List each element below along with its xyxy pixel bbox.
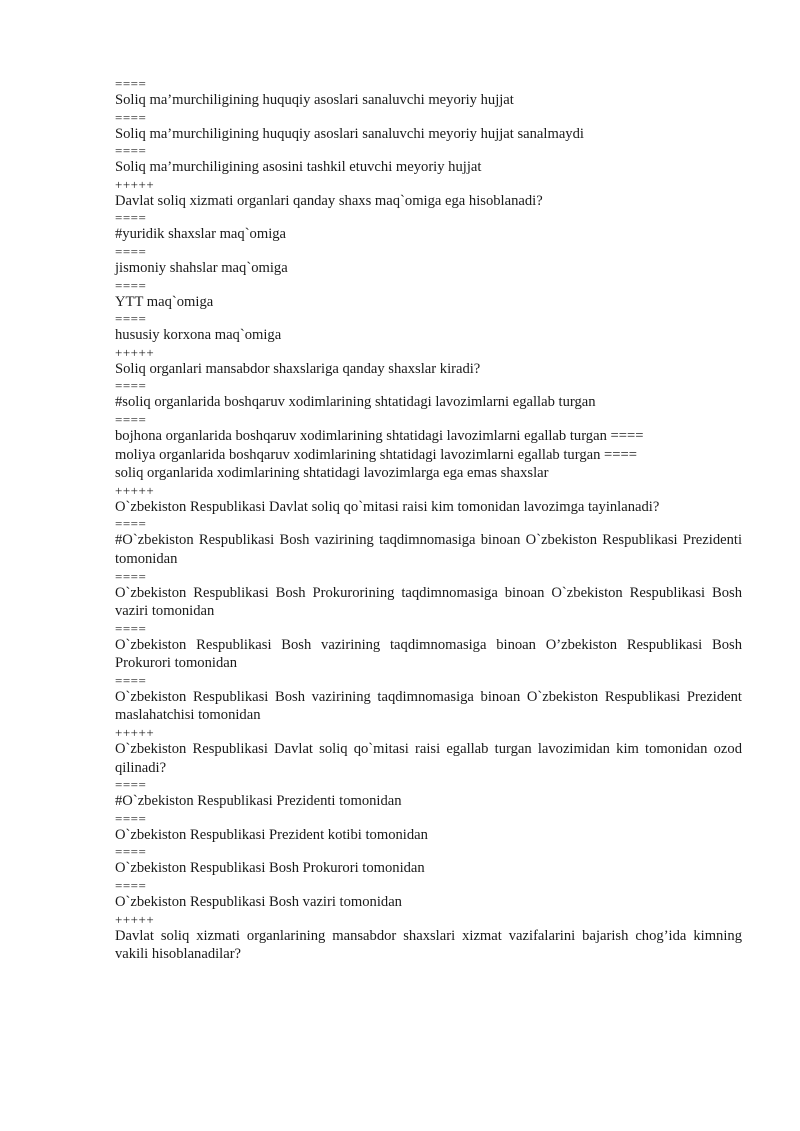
separator-text: +++++ bbox=[115, 344, 155, 360]
separator-line bbox=[115, 177, 742, 192]
line-text: Soliq ma’murchiligining huquqiy asoslari sanaluvchi meyoriy hujjat bbox=[115, 92, 514, 108]
separator-line bbox=[115, 76, 742, 91]
text-line bbox=[115, 393, 742, 412]
text-line bbox=[115, 688, 742, 725]
separator-text: ==== bbox=[115, 76, 147, 91]
line-text: O`zbekiston Respublikasi Bosh vazirining taqdimnomasiga binoan O`zbekiston Respublikasi Prezident maslahatchisi tomonidan bbox=[115, 688, 742, 724]
separator-text: ==== bbox=[115, 516, 147, 532]
line-text: O`zbekiston Respublikasi Davlat soliq qo`mitasi raisi kim tomonidan lavozimga tayinlanadi? bbox=[115, 498, 660, 515]
text-line bbox=[115, 464, 742, 483]
text-line bbox=[115, 826, 742, 845]
text-line bbox=[115, 91, 742, 110]
separator-line bbox=[115, 878, 742, 893]
separator-text: ==== bbox=[115, 109, 147, 125]
separator-text: ==== bbox=[115, 672, 147, 688]
separator-line bbox=[115, 673, 742, 688]
line-text: Soliq ma’murchiligining huquqiy asoslari sanaluvchi meyoriy hujjat sanalmaydi bbox=[115, 125, 584, 142]
line-text: #soliq organlarida boshqaruv xodimlarining shtatidagi lavozimlarni egallab turgan bbox=[115, 394, 596, 411]
line-text: #O`zbekiston Respublikasi Bosh vazirining taqdimnomasiga binoan O`zbekiston Respublikasi Prezidenti tomonidan bbox=[115, 532, 742, 567]
line-text: O`zbekiston Respublikasi Bosh Prokurorining taqdimnomasiga binoan O`zbekiston Respublikasi Bosh vaziri tomonidan bbox=[115, 584, 742, 620]
text-line bbox=[115, 893, 742, 912]
line-text: Davlat soliq xizmati organlari qanday shaxs maq`omiga ega hisoblanadi? bbox=[115, 192, 543, 209]
line-text: #yuridik shaxslar maq`omiga bbox=[115, 226, 287, 243]
line-text: jismoniy shahslar maq`omiga bbox=[115, 259, 288, 276]
separator-line bbox=[115, 811, 742, 826]
separator-line bbox=[115, 725, 742, 740]
text-line bbox=[115, 531, 742, 568]
text-line bbox=[115, 192, 742, 211]
document-page bbox=[115, 76, 742, 964]
line-text: soliq organlarida xodimlarining shtatidagi lavozimlarga ega emas shaxslar bbox=[115, 465, 549, 482]
text-line bbox=[115, 446, 742, 465]
text-line bbox=[115, 927, 742, 964]
line-text: hususiy korxona maq`omiga bbox=[115, 327, 282, 344]
text-line bbox=[115, 259, 742, 278]
separator-text: ==== bbox=[115, 777, 147, 793]
separator-text: ==== bbox=[115, 568, 147, 584]
text-line bbox=[115, 498, 742, 517]
separator-line bbox=[115, 311, 742, 326]
separator-line bbox=[115, 278, 742, 293]
text-line bbox=[115, 225, 742, 244]
separator-text: ==== bbox=[115, 844, 147, 860]
separator-line bbox=[115, 143, 742, 158]
separator-line bbox=[115, 210, 742, 225]
separator-line bbox=[115, 110, 742, 125]
text-line bbox=[115, 584, 742, 621]
separator-line bbox=[115, 912, 742, 927]
separator-line bbox=[115, 621, 742, 636]
text-line bbox=[115, 792, 742, 811]
line-text: moliya organlarida boshqaruv xodimlarining shtatidagi lavozimlarni egallab turgan ==== bbox=[115, 446, 637, 463]
separator-line bbox=[115, 569, 742, 584]
text-line bbox=[115, 125, 742, 144]
separator-text: ==== bbox=[115, 311, 147, 327]
separator-text: ==== bbox=[115, 810, 147, 826]
separator-text: +++++ bbox=[115, 482, 155, 498]
text-line bbox=[115, 740, 742, 777]
separator-line bbox=[115, 244, 742, 259]
line-text: O`zbekiston Respublikasi Prezident kotibi tomonidan bbox=[115, 826, 428, 843]
separator-text: ==== bbox=[115, 378, 147, 394]
separator-text: ==== bbox=[115, 143, 147, 159]
line-text: Davlat soliq xizmati organlarining mansabdor shaxslari xizmat vazifalarini bajarish chog’ida kimning vakili hisoblanadilar? bbox=[115, 927, 742, 963]
separator-line bbox=[115, 483, 742, 498]
line-text: Soliq ma’murchiligining asosini tashkil etuvchi meyoriy hujjat bbox=[115, 159, 482, 176]
text-line bbox=[115, 326, 742, 345]
line-text: YTT maq`omiga bbox=[115, 293, 214, 310]
separator-line bbox=[115, 777, 742, 792]
line-text: #O`zbekiston Respublikasi Prezidenti tomonidan bbox=[115, 793, 402, 810]
line-text: O`zbekiston Respublikasi Bosh Prokurori tomonidan bbox=[115, 860, 425, 877]
text-line bbox=[115, 158, 742, 177]
text-line bbox=[115, 293, 742, 312]
separator-text: ==== bbox=[115, 411, 147, 427]
line-text: O`zbekiston Respublikasi Bosh vaziri tomonidan bbox=[115, 894, 402, 911]
separator-text: ==== bbox=[115, 210, 147, 226]
separator-text: ==== bbox=[115, 277, 147, 293]
text-line bbox=[115, 360, 742, 379]
line-text: bojhona organlarida boshqaruv xodimlarining shtatidagi lavozimlarni egallab turgan ==== bbox=[115, 427, 644, 444]
separator-text: +++++ bbox=[115, 725, 155, 741]
line-text: O`zbekiston Respublikasi Bosh vazirining taqdimnomasiga binoan O’zbekiston Respublikasi Bosh Prokurori tomonidan bbox=[115, 636, 742, 672]
line-text: O`zbekiston Respublikasi Davlat soliq qo`mitasi raisi egallab turgan lavozimidan kim tomonidan ozod qilinadi? bbox=[115, 741, 742, 776]
text-line bbox=[115, 636, 742, 673]
separator-line bbox=[115, 378, 742, 393]
separator-text: ==== bbox=[115, 620, 147, 636]
separator-line bbox=[115, 844, 742, 859]
separator-line bbox=[115, 412, 742, 427]
separator-text: ==== bbox=[115, 243, 147, 259]
separator-text: ==== bbox=[115, 878, 147, 894]
text-line bbox=[115, 859, 742, 878]
separator-text: +++++ bbox=[115, 176, 155, 192]
separator-text: +++++ bbox=[115, 911, 155, 927]
separator-line bbox=[115, 516, 742, 531]
text-line bbox=[115, 427, 742, 446]
line-text: Soliq organlari mansabdor shaxslariga qanday shaxslar kiradi? bbox=[115, 360, 481, 377]
separator-line bbox=[115, 345, 742, 360]
